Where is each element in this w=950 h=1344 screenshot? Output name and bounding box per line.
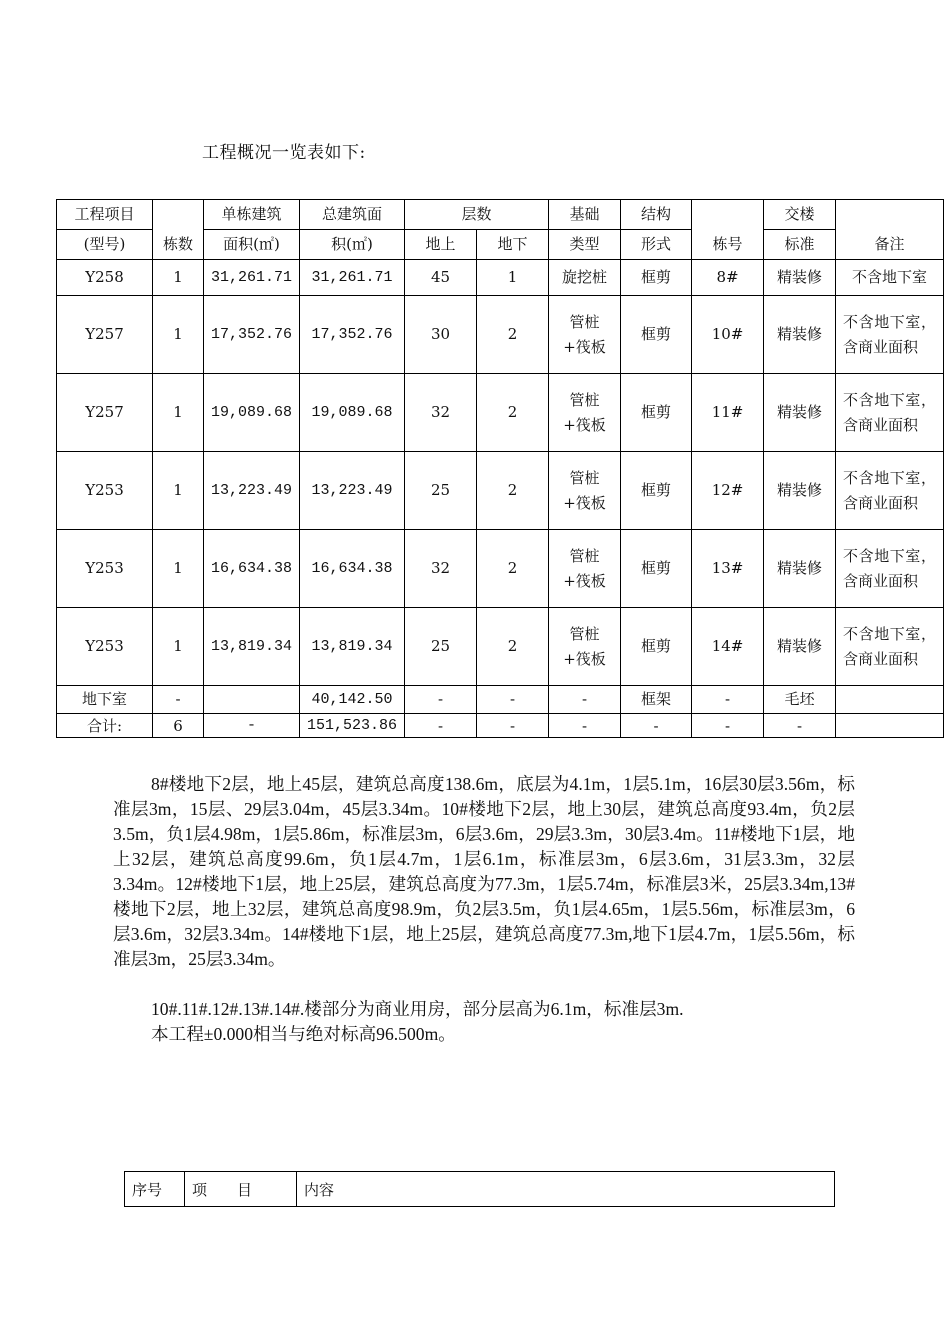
basement-row <box>57 686 944 714</box>
cell-single-area: 13,819.34 <box>204 608 300 686</box>
cell-foundation: 管桩+筏板 <box>549 296 621 374</box>
cell-total-area: 13,223.49 <box>300 452 405 530</box>
header-total-area: 总建筑面 <box>300 200 405 230</box>
cell-structure: 框剪 <box>621 608 692 686</box>
project-items-table <box>124 1171 835 1207</box>
header-count: 栋数 <box>153 200 204 260</box>
cell-total-area: 40,142.50 <box>300 686 405 714</box>
cell-delivery: 精装修 <box>764 260 836 296</box>
cell-foundation: 管桩+筏板 <box>549 452 621 530</box>
cell-delivery: 精装修 <box>764 608 836 686</box>
cell-project: Y258 <box>57 260 153 296</box>
header-floors: 层数 <box>405 200 549 230</box>
cell-total-area: 19,089.68 <box>300 374 405 452</box>
cell-total-area: 31,261.71 <box>300 260 405 296</box>
cell-remarks: 不含地下室，含商业面积 <box>836 608 944 686</box>
cell-foundation: 旋挖桩 <box>549 260 621 296</box>
header-delivery: 交楼 <box>764 200 836 230</box>
cell-remarks: 不含地下室，含商业面积 <box>836 296 944 374</box>
cell-structure: - <box>621 714 692 738</box>
table-intro: 工程概况一览表如下: <box>202 143 366 163</box>
cell-remarks: 不含地下室 <box>836 260 944 296</box>
cell-above: 32 <box>405 530 477 608</box>
header-remarks: 备注 <box>836 200 944 260</box>
cell-below: 1 <box>477 260 549 296</box>
cell-delivery: 精装修 <box>764 530 836 608</box>
cell-above: - <box>405 714 477 738</box>
header-single-area-unit: 面积(㎡) <box>204 230 300 260</box>
cell-count: - <box>153 686 204 714</box>
cell-project: Y257 <box>57 374 153 452</box>
cell-delivery: - <box>764 714 836 738</box>
cell-structure: 框剪 <box>621 452 692 530</box>
cell-remarks: 不含地下室，含商业面积 <box>836 374 944 452</box>
cell-project: Y257 <box>57 296 153 374</box>
table-row <box>57 452 944 530</box>
cell-single-area: 13,223.49 <box>204 452 300 530</box>
cell-total-area: 151,523.86 <box>300 714 405 738</box>
cell-above: - <box>405 686 477 714</box>
project-overview-table <box>56 199 944 738</box>
cell-below: 2 <box>477 452 549 530</box>
elevation-paragraph: 本工程±0.000相当与绝对标高96.500m。 <box>151 1024 456 1044</box>
cell-count: 1 <box>153 296 204 374</box>
cell-structure: 框剪 <box>621 296 692 374</box>
cell-foundation: 管桩+筏板 <box>549 374 621 452</box>
cell-project: Y253 <box>57 530 153 608</box>
cell-building-no: - <box>692 686 764 714</box>
cell-count: 6 <box>153 714 204 738</box>
header-above-ground: 地上 <box>405 230 477 260</box>
table-row <box>57 296 944 374</box>
cell-building-no: 11# <box>692 374 764 452</box>
cell-total-area: 17,352.76 <box>300 296 405 374</box>
cell-below: 2 <box>477 608 549 686</box>
cell-total-area: 16,634.38 <box>300 530 405 608</box>
cell-count: 1 <box>153 608 204 686</box>
header-project-type: (型号) <box>57 230 153 260</box>
cell-single-area <box>204 686 300 714</box>
cell-above: 25 <box>405 452 477 530</box>
cell-building-no: 8# <box>692 260 764 296</box>
cell-above: 30 <box>405 296 477 374</box>
cell-foundation: 管桩+筏板 <box>549 608 621 686</box>
cell-above: 32 <box>405 374 477 452</box>
header-project: 工程项目 <box>57 200 153 230</box>
cell-building-no: 13# <box>692 530 764 608</box>
table-row <box>57 260 944 296</box>
cell-remarks: 不含地下室，含商业面积 <box>836 452 944 530</box>
cell-structure: 框剪 <box>621 374 692 452</box>
cell-foundation: - <box>549 714 621 738</box>
cell-building-no: 10# <box>692 296 764 374</box>
header-delivery-standard: 标准 <box>764 230 836 260</box>
building-heights-paragraph: 8#楼地下2层，地上45层，建筑总高度138.6m，底层为4.1m，1层5.1m，16层30层3.56m，标准层3m，15层、29层3.04m，45层3.34m。10#楼地下2层，地上30层，建筑总高度93.4m，负2层3.5m，负1层4.98m，1层5.86m，标准层3m，6层3.6m，29层3.3m，30层3.4m。11#楼地下1层，地上32层，建筑总高度99.6m，负1层4.7m，1层6.1m，标准层3m，6层3.6m，31层3.3m，32层3.34m。12#楼地下1层，地上25层，建筑总高度为77.3m，1层5.74m，标准层3米，25层3.34m,13#楼地下2层，地上32层，建筑总高度98.9m，负2层3.5m，负1层4.65m，1层5.56m，标准层3m，6层3.6m，32层3.34m。14#楼地下1层，地上25层，建筑总高度77.3m,地下1层4.7m，1层5.56m，标准层3m，25层3.34m。 <box>113 774 855 969</box>
header-content: 内容 <box>297 1172 835 1207</box>
cell-single-area: - <box>204 714 300 738</box>
header-structure: 结构 <box>621 200 692 230</box>
cell-below: - <box>477 686 549 714</box>
cell-below: 2 <box>477 530 549 608</box>
cell-project: Y253 <box>57 452 153 530</box>
cell-single-area: 19,089.68 <box>204 374 300 452</box>
table-row <box>57 374 944 452</box>
cell-delivery: 精装修 <box>764 374 836 452</box>
cell-count: 1 <box>153 260 204 296</box>
cell-count: 1 <box>153 530 204 608</box>
cell-project: 合计: <box>57 714 153 738</box>
header-foundation: 基础 <box>549 200 621 230</box>
cell-delivery: 毛坯 <box>764 686 836 714</box>
cell-delivery: 精装修 <box>764 296 836 374</box>
cell-above: 25 <box>405 608 477 686</box>
cell-delivery: 精装修 <box>764 452 836 530</box>
cell-foundation: - <box>549 686 621 714</box>
header-foundation-type: 类型 <box>549 230 621 260</box>
cell-single-area: 31,261.71 <box>204 260 300 296</box>
cell-remarks <box>836 686 944 714</box>
header-structure-form: 形式 <box>621 230 692 260</box>
cell-structure: 框剪 <box>621 530 692 608</box>
cell-remarks <box>836 714 944 738</box>
header-below-ground: 地下 <box>477 230 549 260</box>
cell-building-no: 14# <box>692 608 764 686</box>
cell-below: 2 <box>477 374 549 452</box>
cell-count: 1 <box>153 452 204 530</box>
cell-structure: 框剪 <box>621 260 692 296</box>
cell-project: 地下室 <box>57 686 153 714</box>
header-item: 项 目 <box>185 1172 297 1207</box>
cell-single-area: 16,634.38 <box>204 530 300 608</box>
cell-single-area: 17,352.76 <box>204 296 300 374</box>
cell-building-no: 12# <box>692 452 764 530</box>
cell-above: 45 <box>405 260 477 296</box>
table-row <box>57 608 944 686</box>
header-total-area-unit: 积(㎡) <box>300 230 405 260</box>
header-building-no: 栋号 <box>692 200 764 260</box>
cell-structure: 框架 <box>621 686 692 714</box>
cell-foundation: 管桩+筏板 <box>549 530 621 608</box>
cell-below: 2 <box>477 296 549 374</box>
cell-below: - <box>477 714 549 738</box>
commercial-use-paragraph: 10#.11#.12#.13#.14#.楼部分为商业用房，部分层高为6.1m，标准层3m. <box>151 999 684 1019</box>
cell-total-area: 13,819.34 <box>300 608 405 686</box>
cell-project: Y253 <box>57 608 153 686</box>
table-row <box>57 530 944 608</box>
cell-building-no: - <box>692 714 764 738</box>
cell-remarks: 不含地下室，含商业面积 <box>836 530 944 608</box>
header-seq: 序号 <box>125 1172 185 1207</box>
total-row <box>57 714 944 738</box>
header-single-area: 单栋建筑 <box>204 200 300 230</box>
cell-count: 1 <box>153 374 204 452</box>
